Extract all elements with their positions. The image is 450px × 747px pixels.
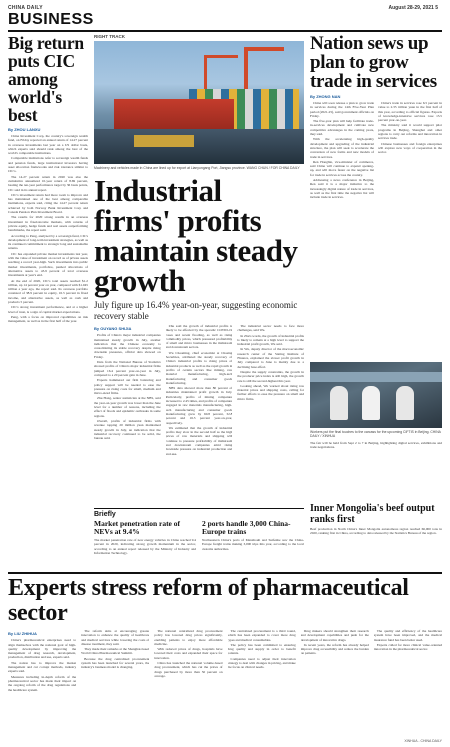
right-story-extra: The fair will be held from Sept 2 to 7 in Beijing, highlighting digital services, exhibitions and trade negotiations. xyxy=(310,441,442,450)
paragraph: Zhu said the growth of industrial profits is likely to be affected by the sporadic COVID-19 cases and recent flooding, as well as rising commodity prices, which pressured profitability of small and micro businesses in the midstream and downstream sectors. xyxy=(165,324,233,350)
paragraph: Overall, profits of industrial firms with revenue topping 20 million yuan maintained steady growth in July, an indication that the industrial recovery continued to be solid, the bureau said. xyxy=(94,418,161,441)
right-story-byline: By ZHONG NAN xyxy=(310,94,341,99)
paragraph: The 14.27 percent return in 2020 was also the cumulative annualized 10-year return of 8.69 percent, beating the ten-year performance target by 36 basis points, CIC said in its annual report. xyxy=(8,174,88,192)
briefly-heading: Briefly xyxy=(94,508,304,518)
bottom-story-byline: By LIU ZHIHUA xyxy=(8,631,37,636)
paragraph: With reduced prices of drugs, hospitals have lowered their costs and expanded their space for innovation. xyxy=(154,647,223,660)
worker-figure xyxy=(330,386,348,420)
paragraph: NBS data showed more than 80 percent of industries maintained profit growth in July. Particularly, profits of mining companies increased to 2.45 times, and profits of companies engaged in raw materials manufacturing, high-tech manufacturing and consumer goods manufacturing grew by 60.8 percent, 32.8 percent and 16.3 percent year-on-year, respectively. xyxy=(165,386,233,425)
paragraph: Data from the National Bureau of Statistics showed profits of China's major industrial firms jumped 16.4 percent year-on-year in July, compared to a 20 percent gain in June. xyxy=(94,360,161,377)
paragraph: The ministry said it would support pilot programs in Beijing, Shanghai and other regions to carry out reforms and innovation in services trade. xyxy=(378,123,442,141)
workers-photo-caption: Workers put the final touches to the carcass for the upcoming CIFTIS in Beijing. CHINA DAILY / XINHUA xyxy=(310,430,441,438)
paragraph: Wu Chaoming, chief economist at Chasing Securities, attributed the steady recovery of China's industrial profits to rising prices of industrial products as well as the rapid growth in profits of certain sectors like mining, raw material manufacturing, high-tech manufacturing and consumer goods manufacturing. xyxy=(165,350,233,385)
paragraph: The national centralized drug procurement policy has lowered drug prices significantly, enabling patients to enjoy more affordable medicine. xyxy=(154,629,223,646)
paragraph: In recent years, the reform has already helped improve drug accessibility and reduce the burden on patients. xyxy=(300,642,369,656)
text-column xyxy=(8,629,76,747)
brief-item-title: 2 ports handle 3,000 China-Europe trains xyxy=(202,519,291,536)
paragraph: Despite the supply constraints, the growth in the producer price index is still high, the growth rate is still the second-highest this year. xyxy=(237,369,305,383)
paragraph: Experts called for more clinical value-oriented innovation in the pharmaceutical sector. xyxy=(373,642,443,652)
left-story-byline: By ZHOU LANXU xyxy=(8,127,41,132)
paragraph: Profits of China's major industrial companies maintained steady growth in July, another indication that the Chinese economy is consolidating its stable recovery despite rising downside pressures, official data showed on Friday. xyxy=(94,333,161,359)
paragraph: The reform aims at encouraging greater innovation to enhance the quality of healthcare and medical services while lowering the costs of disease treatment, they said. xyxy=(81,629,150,646)
text-column xyxy=(154,629,222,747)
brief-item-text: Northeastern China's ports of Manzhouli and Suifenhe saw the China-Europe freight trains making 3,000 trips this year, according to the local customs authorities. xyxy=(202,538,304,551)
paragraph: Comparable institutions refer to sovereign wealth funds and pension funds, large institutional investors having asset allocation frameworks and risk tolerance similar to CIC's. xyxy=(8,156,88,174)
paragraph: CIC's investment return had more room to improve and has maintained one of the best among comparable institutions, experts said, citing the 14.27 percent return achieved by both Norway Bank Investment Corp and Canada Pension Plan Investment Board. xyxy=(8,192,88,215)
paragraph: Because the drug centralized procurement system has been launched for several years, the industry's business model is changing. xyxy=(81,656,150,670)
bottom-story-body xyxy=(8,629,442,747)
text-column xyxy=(81,629,149,747)
briefly-items xyxy=(94,520,304,564)
header-divider xyxy=(8,30,442,32)
paragraph: Looking ahead, Wu warned about rising raw material prices and shipping costs, calling for further efforts to ease the pressure on small and micro firms. xyxy=(237,383,305,401)
paragraph: Peng, with a focus on improved capabilities on risk management, as well as in the first half of the year. xyxy=(8,314,88,324)
paragraph: In Wu, deputy director of the macroeconomic research center of the Stating Institute of Finance, explained the slower profit growth in July compared to June is mainly due to a declining base effect. xyxy=(237,347,305,369)
paragraph: China Investment Corp, the country's sovereign wealth fund, on Friday reported an annual return of 14.27 percent in overseas investments last year on a US dollar basis, which experts said should rank among the best of the world's comparable institutions. xyxy=(8,134,88,156)
right-story-headline: Nation sews up plan to grow trade in services xyxy=(310,33,437,92)
workers-photo xyxy=(310,362,442,428)
text-column xyxy=(228,629,296,747)
paragraph: Experts hammered out firm balancing and policy support will be needed to ease the pressure on rising costs for small, medium and micro-sized firms. xyxy=(94,378,161,396)
paragraph: CIC's strong investment performance, and at a higher level of trust, is a sign of capital market expectations. xyxy=(8,305,88,314)
crane-shape xyxy=(204,55,238,91)
paragraph: The five-year plan will help facilitate trade-in-services development and cultivate new competitive advantages in the coming years, they said. xyxy=(310,119,374,137)
paragraph: China will soon release a plan to grow trade in services during the 14th Five-Year Plan period (2021-25), said government officials on Friday. xyxy=(310,101,374,118)
paragraph: The industrial sector needs to face more challenges, said Wu. xyxy=(237,324,305,333)
machinery-row xyxy=(94,129,304,164)
right-story-body xyxy=(310,101,442,359)
paragraph: We estimated that the growth of industrial profits may slow in the second half as the high prices of raw materials and shipping will continue to pressure profitability of midstream and downstream companies amid rising downside pressure on industrial production and end-use. xyxy=(165,425,233,456)
paragraph: CIC has expanded private market investments last year, with the value of investment on record as of private assets reaching a record year-high. Such investments into public market investments, portfolios, pushed allocations of alternative assets to 43.9 percent of total overseas investments at year's end. xyxy=(8,251,88,278)
worker-figure xyxy=(362,386,380,420)
text-column xyxy=(301,629,369,747)
paragraph: In Zhu's words, the growth of industrial profits is likely to remain at a high level to support the industrial profit growth, Wu said. xyxy=(237,333,305,347)
banner-shape xyxy=(310,372,442,382)
worker-figure xyxy=(396,386,414,420)
paragraph: Addressing a news conference in Beijing, Ren said it is a major initiative to the increasingly digital nature of trade in services, as well as the first time the negative list will include trade in services. xyxy=(310,178,374,200)
paragraph: China's pharmaceutical enterprises need to align themselves with the national goal of high-quality development by improving the management of drug research, development, production, distribution and use, experts said. xyxy=(8,638,77,660)
right-story xyxy=(310,34,442,561)
section-title: BUSINESS xyxy=(8,11,94,28)
paragraph: Measures including in-depth reform of the pharmaceutical sector has made their impact on the ongoing reform of the drug regulations and the healthcare system. xyxy=(8,674,77,692)
paragraph: At the end of 2020, CIC's total assets reached $1.2 trillion, up 14 percent year on year, compared with $1.045 trillion a year ago, the report said. Its overseas portfolio consisted of 38.9 percent in equity, 16.3 percent in fixed income, and alternative assets, as well as cash and products 5 percent. xyxy=(8,278,88,304)
center-story-headline: Industrial firms' profits maintain steady growth xyxy=(94,173,298,298)
paragraph: The centralized procurement is a third round, which has been expanded to cover more drug types and medical consumables. xyxy=(227,629,296,642)
text-column xyxy=(374,629,442,747)
paragraph: According to Peng, analyzed by a sovereign fund, CIC's development of long-term investment strategies, as well as its continued commitment to strategic long and sustainable returns. xyxy=(8,233,88,251)
bottom-story xyxy=(8,576,442,747)
briefly-section xyxy=(94,508,304,564)
brief-item-title: Market penetration rate of NEVs at 9.4% xyxy=(94,519,181,536)
paragraph: China's trade in services rose 6.5 percent in value to 2.35 trillion yuan in the first half of this year, according to official figures. Exports of knowledge-intensive services rose 13.5 percent year-on-year. xyxy=(378,101,442,123)
brief-item-text: The market penetration rate of new energy vehicles in China reached 9.4 percent in 2020, indicating strong growth momentum in the sector, according to an annual report released by the Ministry of Industry and Information Technology. xyxy=(94,538,196,555)
paragraph: Companies need to adjust their innovation strategy to deal with changes in pricing, and make the focus on clinical needs. xyxy=(227,656,296,670)
issue-date: August 28-29, 2021 xyxy=(388,4,434,11)
ship-hull xyxy=(114,99,234,129)
paragraph: The results for 2020 strong results in an overseas investment in fixed-income markets, with returns of private equity, hedge funds and real assets outperforming benchmarks, the report said. xyxy=(8,215,88,233)
text-column xyxy=(378,101,442,359)
page-number: 5 xyxy=(435,4,438,11)
paragraph: The quality and efficiency of the healthcare system have been improved, and the medical insurance fund has been better used. xyxy=(373,629,443,642)
text-column xyxy=(310,101,374,359)
sub-story-text: Beef production in North China's Inner Mongolia autonomous region reached 66,000 tons in 2020, ranking first in China, according to data released by the Statistics Bureau of the region. xyxy=(310,527,442,536)
paragraph: Drug makers should strengthen their research and development capabilities and push for the development of innovative drugs. xyxy=(300,629,369,642)
paragraph: The nation has to improve the market management and cut corrupt methods, industry experts said. xyxy=(8,660,77,674)
left-story-body xyxy=(8,134,88,422)
bottom-story-headline: Experts stress reform of pharmaceutical sector xyxy=(8,575,409,626)
photo-kicker: RIGHT TRACK xyxy=(94,34,125,39)
paragraph: Ren Hongbin, vice-minister of commerce, said China will continue to expand opening-up, and will move faster on the negative list for trade in services across the country. xyxy=(310,159,374,177)
brief-item xyxy=(202,520,304,564)
paragraph: They made their remarks at the Shanghai-based World China Pharmaceutical Summit. xyxy=(81,647,150,656)
date-line xyxy=(389,5,442,11)
brief-item xyxy=(94,520,196,564)
paragraph: China has launched the national volume-based drug procurement, which has cut the prices of drugs purchased by more than 50 percent on average. xyxy=(154,661,223,678)
paragraph: Zhu Hong, senior statistician at the NBS, said the year-on-year growth was lower than the June level for a number of reasons, including the effect of floods and epidemic outbreaks in some regions. xyxy=(94,396,161,418)
paragraph: Chinese businesses and foreign enterprises will explore new ways of cooperation in the sector. xyxy=(378,141,442,155)
bottom-divider xyxy=(8,572,442,574)
center-story-byline: By OUYANG SHIJIA xyxy=(94,326,132,331)
sub-story-headline: Inner Mongolia's beef output ranks first xyxy=(310,503,435,525)
left-story xyxy=(8,34,88,422)
reporter-tag: XINHUA - CHINA DAILY xyxy=(404,739,442,743)
masthead: CHINA DAILY xyxy=(8,4,43,11)
paragraph: With the accelerating high-quality development and upgrading of the industrial structure, the plan will seek to accelerate the conversion of new forms and new models of trade in services. xyxy=(310,137,374,159)
center-story-subhead: July figure up 16.4% year-on-year, suggesting economic recovery stable xyxy=(94,300,298,321)
paragraph: The policy has been committed to ensuring drug quality and supply in order to benefit patients. xyxy=(227,642,296,656)
photo-caption: Machinery and vehicles made in China are lined up for export at Lianyungang Port, Jiangsu province. WANG CHUN / FOR CHINA DAILY xyxy=(94,166,300,170)
port-photo xyxy=(94,41,304,164)
left-story-headline: Big return puts CIC among world's best xyxy=(8,33,84,125)
crane-shape xyxy=(244,47,284,95)
